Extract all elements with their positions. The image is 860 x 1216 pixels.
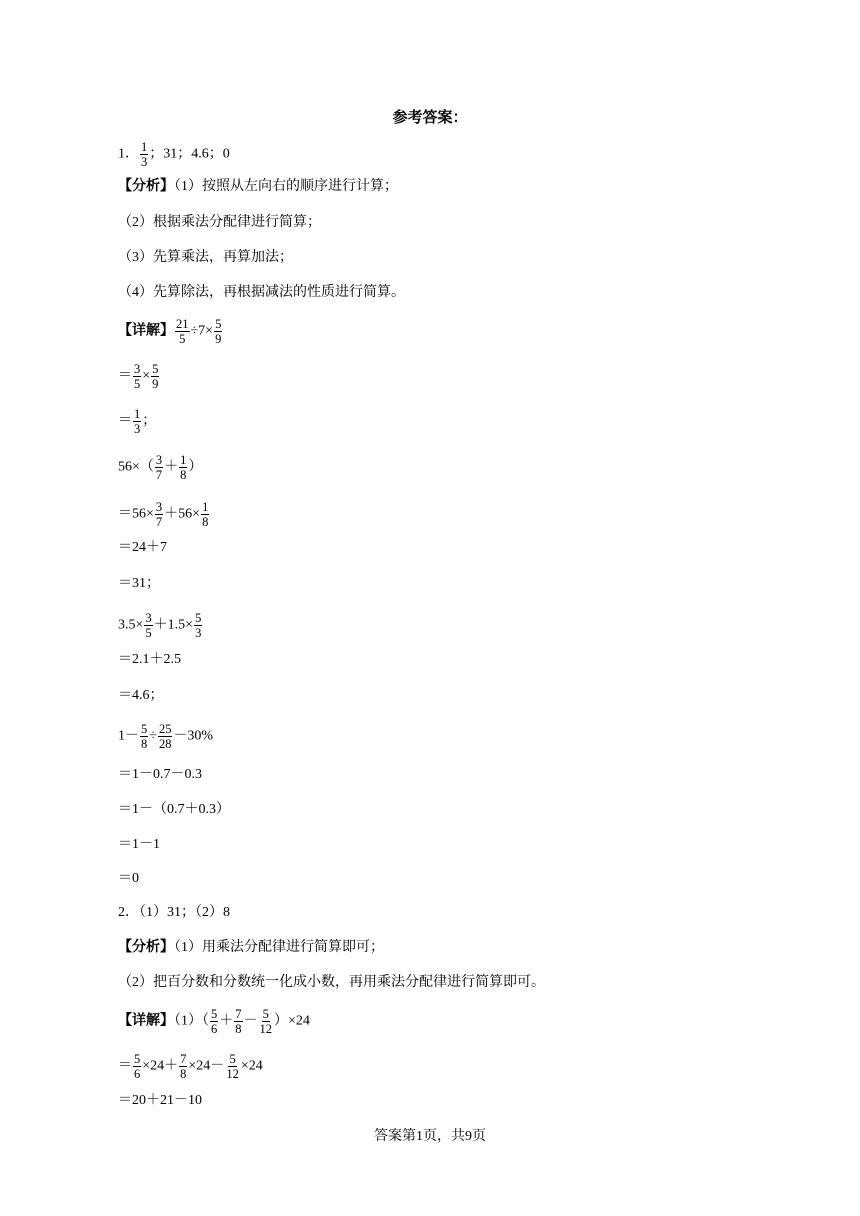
detail-tag: 【详解】 [118,1013,174,1029]
fraction: $\frac{7}{8}$ [180,1052,187,1081]
fraction: $\frac{5}{9}$ [215,317,222,346]
fraction: $\frac{5}{12}$ [226,1052,239,1081]
q2-analysis-2: （2）把百分数和分数统一化成小数，再用乘法分配律进行简算即可。 [118,975,545,990]
analysis-tag: 【分析】 [118,940,174,955]
fraction: $\frac{3}{5}$ [134,362,141,391]
fraction: $\frac{5}{8}$ [141,722,148,751]
q2-expr-1a: 【详解】（1）（ $\frac{5}{6}$ ＋ $\frac{7}{8}$ － $\frac{5}{12}$ ）×24 [118,1007,310,1036]
q1-expr-4c: ＝1－（0.7＋0.3） [118,802,230,817]
q1-expr-4e: ＝0 [118,871,139,886]
analysis-tag: 【分析】 [118,179,174,194]
q2-expr-1b: ＝ $\frac{5}{6}$ ×24＋ $\frac{7}{8}$ ×24－ $\frac{5}{12}$ ×24 [118,1052,263,1081]
q1-number: 1． [118,146,139,162]
fraction: $\frac{5}{6}$ [211,1007,218,1036]
fraction: $\frac{5}{3}$ [195,611,202,640]
page-footer: 答案第1页，共9页 [374,1129,486,1144]
q1-expr-2b: ＝56× $\frac{3}{7}$ ＋56× $\frac{1}{8}$ [118,500,209,529]
q1-answer-rest: ；31；4.6；0 [149,146,230,162]
q1-analysis-4: （4）先算除法，再根据减法的性质进行简算。 [118,285,405,300]
q1-expr-1a: 【详解】 $\frac{21}{5}$ ÷7× $\frac{5}{9}$ [118,317,222,346]
q1-answer [118,140,230,169]
fraction: $\frac{1}{3}$ [134,407,141,436]
q1-analysis-3: （3）先算乘法，再算加法； [118,250,293,265]
page-title: 参考答案： [392,110,468,126]
q1-expr-2c: ＝24＋7 [118,540,167,555]
detail-tag: 【详解】 [118,323,174,339]
q1-analysis-1: 【分析】（1）按照从左向右的顺序进行计算； [118,179,398,194]
fraction: $\frac{3}{7}$ [155,500,163,529]
fraction: $\frac{7}{8}$ [235,1007,242,1036]
q1-expr-1b: ＝ $\frac{3}{5}$ × $\frac{5}{9}$ [118,362,159,391]
fraction: $\frac{5}{6}$ [134,1052,141,1081]
q1-expr-4a: 1－ $\frac{5}{8}$ ÷ $\frac{25}{28}$ －30% [118,722,214,751]
fraction: $\frac{5}{12}$ [259,1007,272,1036]
q1-expr-3a: 3.5× $\frac{3}{5}$ ＋1.5× $\frac{5}{3}$ [118,611,202,640]
q2-analysis-1: 【分析】（1）用乘法分配律进行简算即可； [118,940,384,955]
fraction: $\frac{21}{5}$ [176,317,189,346]
q1-expr-3c: ＝4.6； [118,688,164,703]
q1-expr-3b: ＝2.1＋2.5 [118,652,181,667]
fraction: $\frac{1}{8}$ [202,500,209,529]
fraction: $\frac{1}{8}$ [180,453,187,482]
fraction: $\frac{5}{9}$ [152,362,159,391]
q1-expr-4b: ＝1－0.7－0.3 [118,767,202,782]
q1-expr-4d: ＝1－1 [118,837,160,852]
q2-expr-1c: ＝20＋21－10 [118,1093,202,1108]
q1-expr-2a: 56×（ $\frac{3}{7}$ ＋ $\frac{1}{8}$ ） [118,453,203,482]
q1-expr-2d: ＝31； [118,576,160,591]
fraction: $\frac{3}{7}$ [155,453,163,482]
fraction: $\frac{25}{28}$ [158,722,172,751]
fraction: $\frac{1}{3}$ [141,140,148,169]
q2-answer: 2．（1）31；（2）8 [118,905,230,920]
fraction: $\frac{3}{5}$ [145,611,152,640]
q1-expr-1c: ＝ $\frac{1}{3}$ ； [118,407,157,436]
q1-analysis-2: （2）根据乘法分配律进行简算； [118,215,321,230]
